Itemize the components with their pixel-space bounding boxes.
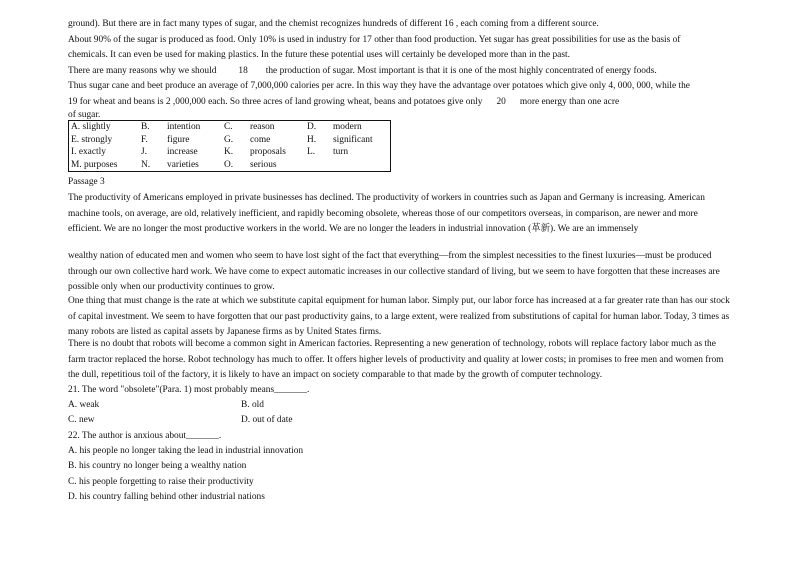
passage3-paragraph-4: There is no doubt that robots will become a common sight in American factories. Representing a new generation of technology, robots will replace factory labor much as the farm tractor replaced the horse. Robot technology has much to offer. It offers higher levels of productivity and quality at lower costs; in promises to free men and women from the dull, repetitious toil of the factory, it is likely to have an impact on society comparable to that made by the growth of computer technology.: [68, 339, 724, 380]
passage2-text-segment: the production of sugar. Most important is that it is one of the most highly concentrated of energy foods.: [265, 66, 657, 76]
passage2-text-segment: more energy than one acre: [519, 97, 620, 107]
passage3-paragraph-3: One thing that must change is the rate at which we substitute capital equipment for human labor. Simply put, our labor force has increased at a far greater rate than has our stock of capital investment. We seem to have forgotten that our past productivity gains, to a large extent, were realized from substitutions of capital for human labor. Today, 3 times as many robots are listed as capital assets by Japanese firms as by United States firms.: [68, 296, 730, 337]
word-bank-letter: L.: [307, 147, 316, 157]
word-bank-word: significant: [333, 134, 373, 145]
word-bank-word: turn: [333, 147, 349, 157]
passage3-paragraph-1: The productivity of Americans employed in private businesses has declined. The productivity of workers in countries such as Japan and Germany is increasing. American machine tools, on average, are old, relatively inefficient, and rapidly becoming obsolete, whereas those of our competitors overseas, in comparison, are newer and more efficient. We are no longer the most productive workers in the world. We are no longer the leaders in industrial innovation (革新). We are an immensely: [68, 193, 705, 234]
q22-option-c[interactable]: C. his people forgetting to raise their productivity: [68, 477, 254, 487]
passage3-heading: Passage 3: [68, 177, 105, 187]
passage2-text-segment: 19 for wheat and beans is 2 ,000,000 each. So three acres of land growing wheat, beans and potatoes give only: [68, 97, 483, 107]
blank-number: 20: [496, 97, 506, 107]
passage2-line: chemicals. It can even be used for making plastics. In the future these potential uses will certainly be developed more than in the past.: [68, 50, 570, 60]
word-bank-cell: M. purposes: [71, 159, 118, 170]
word-bank-word: varieties: [167, 159, 199, 170]
q21-option-b[interactable]: B. old: [241, 400, 264, 410]
word-bank-row: [69, 121, 391, 134]
word-bank-letter: G.: [224, 134, 234, 145]
word-bank-letter: N.: [141, 159, 151, 170]
word-bank-word: figure: [167, 134, 190, 145]
q22-option-d[interactable]: D. his country falling behind other industrial nations: [68, 492, 265, 502]
word-bank-row: [69, 159, 391, 172]
q21-option-c[interactable]: C. new: [68, 415, 95, 425]
passage2-line: [68, 96, 619, 108]
word-bank-cell: E. strongly: [71, 134, 113, 145]
passage2-line: of sugar.: [68, 110, 101, 120]
q22-option-b[interactable]: B. his country no longer being a wealthy nation: [68, 461, 247, 471]
word-bank-word: come: [250, 134, 271, 145]
word-bank-word: proposals: [250, 147, 286, 157]
question-21-options-row-2: [68, 414, 293, 426]
word-bank-cell: I. exactly: [71, 147, 106, 157]
word-bank-row: [69, 134, 391, 147]
word-bank-cell: A. slightly: [71, 122, 111, 132]
word-bank-letter: K.: [224, 147, 234, 157]
passage3-paragraph-2: wealthy nation of educated men and women who seem to have lost sight of the fact that everything—from the simplest necessities to the finest luxuries—must be produced through our own collective hard work. We have come to expect automatic increases in our collective standard of living, but we seem to have forgotten that these increases are possible only when our productivity continues to grow.: [68, 251, 720, 292]
question-22-stem: 22. The author is anxious about_______.: [68, 431, 222, 441]
question-21-stem: 21. The word "obsolete"(Para. 1) most probably means_______.: [68, 385, 310, 395]
word-bank-word: intention: [167, 122, 201, 132]
word-bank-letter: F.: [141, 134, 148, 145]
passage2-line: About 90% of the sugar is produced as food. Only 10% is used in industry for 17 other than food production. Yet sugar has great possibilities for use as the basis of: [68, 35, 681, 45]
word-bank-word: reason: [250, 122, 275, 132]
word-bank-letter: H.: [307, 134, 317, 145]
q21-option-d[interactable]: D. out of date: [241, 415, 293, 425]
word-bank-table: [68, 120, 391, 172]
question-21-options-row-1: [68, 399, 264, 411]
passage2-line: Thus sugar cane and beet produce an average of 7,000,000 calories per acre. In this way they have the advantage over potatoes which give only 4, 000, 000, while the: [68, 81, 690, 91]
word-bank-word: [331, 159, 391, 172]
passage2-text-segment: There are many reasons why we should: [68, 66, 217, 76]
word-bank-word: increase: [167, 147, 198, 157]
passage2-line: [68, 65, 657, 77]
passage2-line: ground). But there are in fact many types of sugar, and the chemist recognizes hundreds of different 16 , each coming from a different source.: [68, 19, 599, 29]
blank-number: 18: [238, 66, 248, 76]
word-bank-letter: B.: [141, 122, 150, 132]
word-bank-letter: O.: [224, 159, 234, 170]
word-bank-letter: D.: [307, 122, 317, 132]
word-bank-word: serious: [250, 159, 277, 170]
word-bank-row: [69, 146, 391, 159]
word-bank-letter: [305, 159, 331, 172]
q22-option-a[interactable]: A. his people no longer taking the lead in industrial innovation: [68, 446, 304, 456]
word-bank-word: modern: [333, 122, 362, 132]
word-bank-letter: J.: [141, 147, 147, 157]
word-bank-letter: C.: [224, 122, 233, 132]
q21-option-a[interactable]: A. weak: [68, 400, 100, 410]
